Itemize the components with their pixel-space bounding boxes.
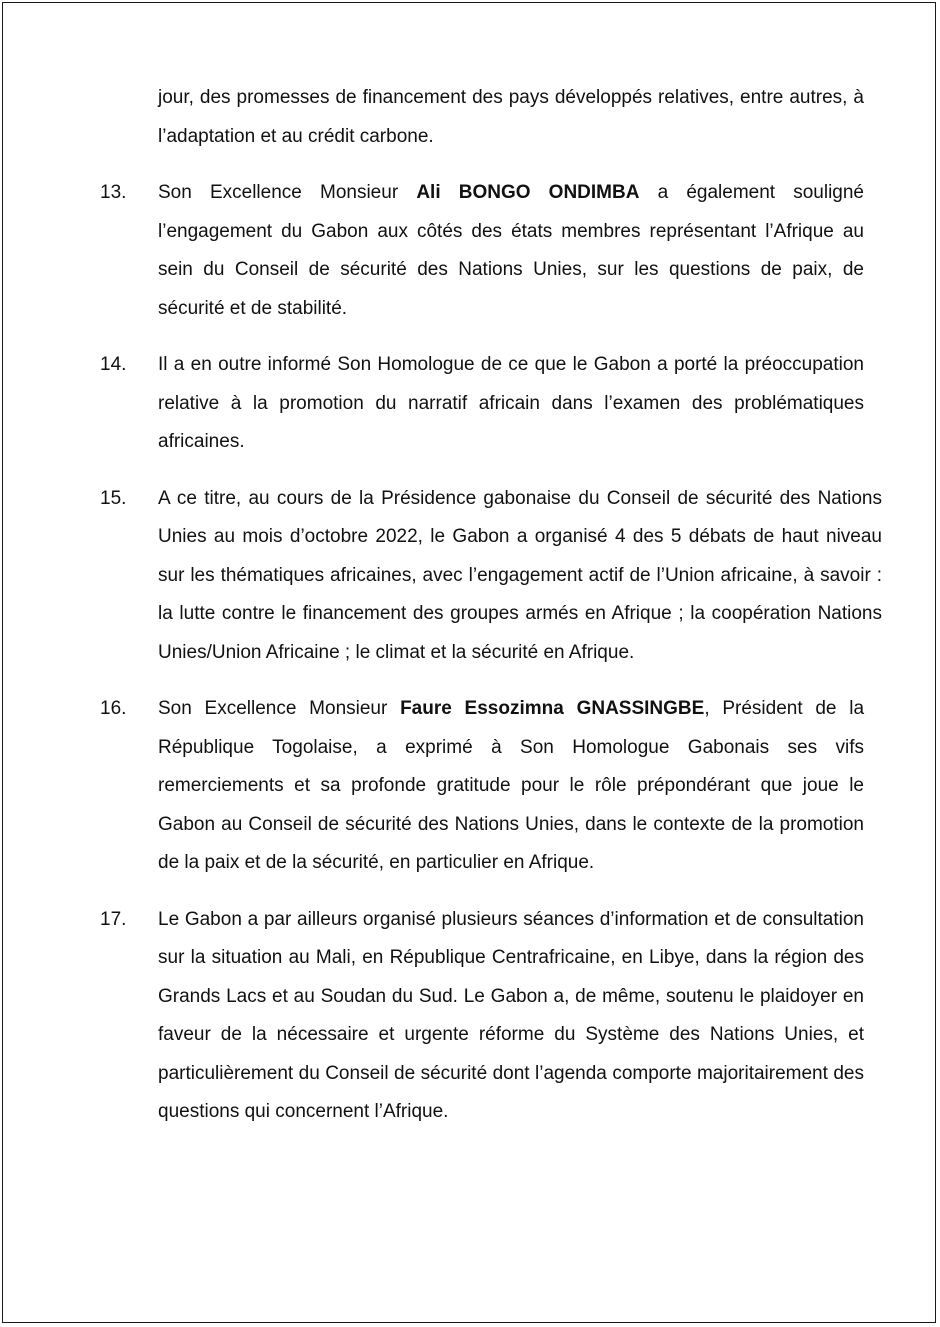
paragraph-17 bbox=[100, 901, 864, 1132]
text-segment: Son Excellence Monsieur bbox=[158, 698, 401, 719]
paragraph-number: 14. bbox=[100, 354, 127, 375]
paragraph-number: 15. bbox=[100, 487, 127, 509]
continuation-paragraph bbox=[158, 79, 864, 156]
document-page bbox=[2, 2, 936, 1323]
text-segment: a également souligné l’engagement du Gabon aux côtés des états membres représentant l’Afrique au sein du Conseil de sécurité des Nations Unies, sur les questions de paix, de sécurité et de stabilité. bbox=[158, 182, 864, 319]
paragraph-text: Il a en outre informé Son Homologue de ce que le Gabon a porté la préoccupation relative à la promotion du narratif africain dans l’examen des problématiques africaines. bbox=[158, 354, 864, 452]
paragraph-number: 17. bbox=[100, 908, 127, 930]
paragraph-15 bbox=[100, 480, 882, 673]
paragraph-text: Le Gabon a par ailleurs organisé plusieurs séances d’information et de consultation sur la situation au Mali, en République Centrafricaine, en Libye, dans la région des Grands Lacs et au Soudan du Sud. Le Gabon a, de même, soutenu le plaidoyer en faveur de la nécessaire et urgente réforme du Système des Nations Unies, et particulièrement du Conseil de sécurité dont l’agenda comporte majoritairement des questions qui concernent l’Afrique. bbox=[158, 908, 864, 1122]
text-segment: , Président de la République Togolaise, a exprimé à Son Homologue Gabonais ses vifs remerciements et sa profonde gratitude pour le rôle prépondérant que joue le Gabon au Conseil de sécurité des Nations Unies, dans le contexte de la promotion de la paix et de la sécurité, en particulier en Afrique. bbox=[158, 698, 865, 873]
text-segment: Son Excellence Monsieur bbox=[158, 182, 417, 203]
paragraph-number: 13. bbox=[100, 182, 127, 203]
paragraph-text: A ce titre, au cours de la Présidence gabonaise du Conseil de sécurité des Nations Unies au mois d’octobre 2022, le Gabon a organisé 4 des 5 débats de haut niveau sur les thématiques africaines, avec l’engagement actif de l’Union africaine, à savoir : la lutte contre le financement des groupes armés en Afrique ; la coopération Nations Unies/Union Africaine ; le climat et la sécurité en Afrique. bbox=[158, 487, 882, 663]
person-name: Ali BONGO ONDIMBA bbox=[416, 182, 640, 203]
document-body bbox=[100, 79, 882, 1150]
paragraph-14 bbox=[100, 346, 864, 462]
paragraph-13 bbox=[100, 174, 864, 328]
paragraph-number: 16. bbox=[100, 698, 127, 719]
paragraph-text: jour, des promesses de financement des pays développés relatives, entre autres, à l’adaptation et au crédit carbone. bbox=[158, 87, 864, 147]
paragraph-text bbox=[158, 182, 864, 319]
person-name: Faure Essozimna GNASSINGBE bbox=[400, 698, 705, 719]
paragraph-16 bbox=[100, 690, 865, 883]
paragraph-text bbox=[158, 698, 864, 873]
